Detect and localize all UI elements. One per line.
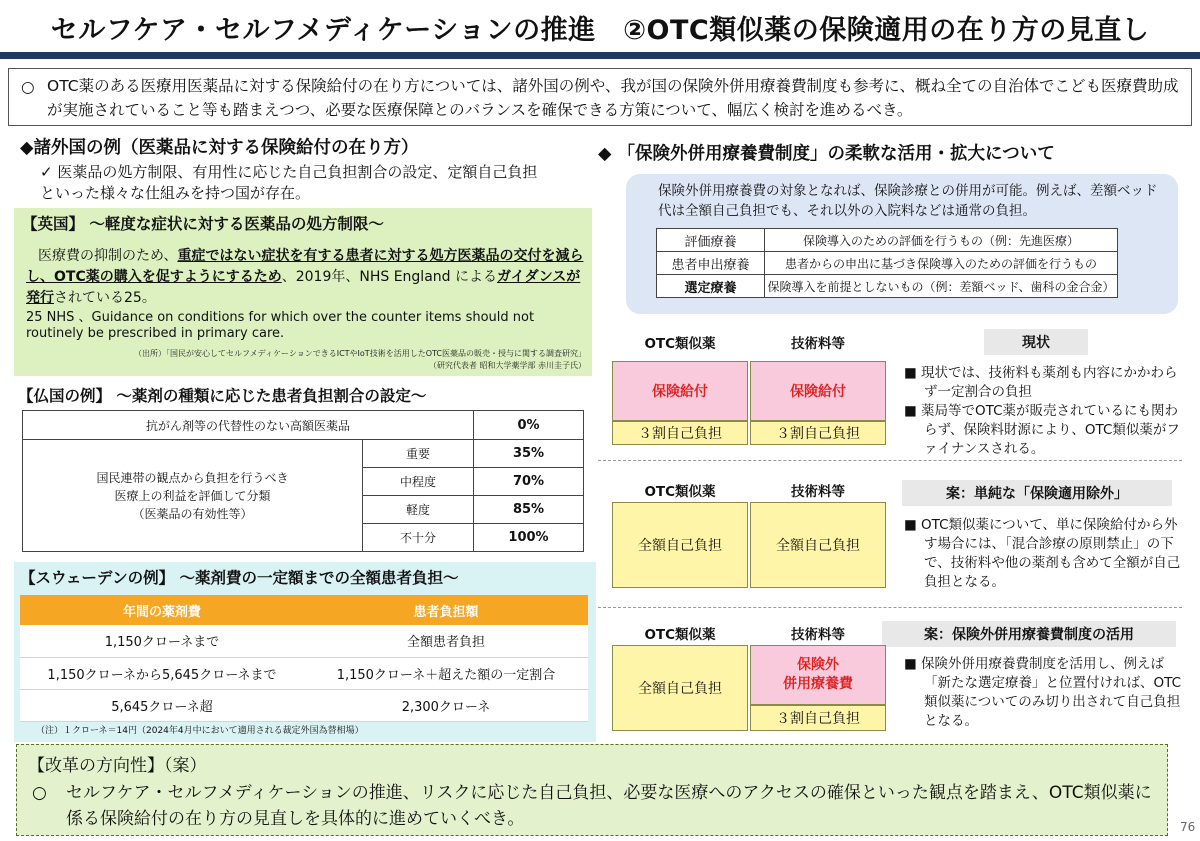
- section-divider: [598, 607, 1182, 608]
- table-cell: 5,645クローネ超: [20, 689, 304, 721]
- column-header-otc: OTC類似薬: [644, 627, 716, 643]
- case-exclusion-text: [904, 516, 1186, 592]
- uk-body-emphasis: 重症ではない症状を有する患者に対する処方医薬品の交付を減らし、OTC薬の購入を促すようにするため: [26, 248, 584, 285]
- table-cell: 0%: [474, 411, 584, 440]
- case-bullet: ■ OTC類似薬について、単に保険給付から外す場合には、「混合診療の原則禁止」の下で、技術料や他の薬剤も含めて全額が自己負担となる。: [904, 517, 1181, 590]
- title-underline: [0, 52, 1200, 59]
- table-header-cell: 年間の薬剤費: [20, 595, 304, 625]
- uk-body-part: 、2019年、NHS England による: [281, 269, 497, 285]
- tech-copay-strip: ３割自己負担: [750, 421, 886, 445]
- tech-mixed-billing-line: 保険外: [797, 657, 839, 673]
- sweden-heading: 【スウェーデンの例】 ～薬剤費の一定額までの全額患者負担～: [20, 569, 459, 587]
- table-cell: [23, 440, 363, 552]
- otc-full-pay-box: 全額自己負担: [612, 645, 748, 731]
- column-header-tech: 技術料等: [791, 336, 845, 352]
- table-cell: 選定療養: [657, 275, 765, 298]
- table-cell: 重要: [363, 440, 474, 468]
- table-row: [20, 657, 588, 689]
- table-cell: 中程度: [363, 468, 474, 496]
- table-cell: 軽度: [363, 496, 474, 524]
- column-header-otc: OTC類似薬: [644, 336, 716, 352]
- table-row: [20, 689, 588, 721]
- otc-full-pay-box: 全額自己負担: [612, 502, 748, 588]
- mixed-billing-heading: ◆ 「保険外併用療養費制度」の柔軟な活用・拡大について: [598, 144, 1055, 164]
- tech-mixed-billing-box: [750, 645, 886, 705]
- column-header-otc: OTC類似薬: [644, 484, 716, 500]
- reform-text: セルフケア・セルフメディケーションの推進、リスクに応じた自己負担、必要な医療へのアクセスの確保といった観点を踏まえ、OTC類似薬に係る保険給付の在り方の見直しを具体的に進めていくべき。: [66, 783, 1152, 829]
- table-row: [657, 252, 1118, 275]
- column-header-tech: 技術料等: [791, 484, 845, 500]
- case-bullet: ■ 現状では、技術料も薬剤も内容にかかわらず一定割合の負担: [904, 365, 1178, 400]
- uk-body-part: 医療費の抑制のため、: [38, 248, 178, 264]
- otc-copay-strip: ３割自己負担: [612, 421, 748, 445]
- uk-body: [26, 246, 586, 309]
- table-cell: 評価療養: [657, 229, 765, 252]
- case-label-current: 現状: [984, 329, 1088, 355]
- section-divider: [598, 460, 1182, 461]
- table-row: [657, 229, 1118, 252]
- case-label-mixed-billing: 案：保険外併用療養費制度の活用: [882, 621, 1176, 647]
- uk-heading: 【英国】 ～軽度な症状に対する医薬品の処方制限～: [22, 215, 384, 233]
- uk-source-line: （研究代表者 昭和大学薬学部 赤川圭子氏）: [428, 361, 586, 370]
- column-header-tech: 技術料等: [791, 627, 845, 643]
- reform-heading: 【改革の方向性】（案）: [28, 756, 207, 776]
- table-cell: 2,300クローネ: [304, 689, 588, 721]
- table-cell: 不十分: [363, 524, 474, 552]
- table-cell: 1,150クローネから5,645クローネまで: [20, 657, 304, 689]
- reform-body: [32, 780, 1152, 832]
- otc-insurance-box: 保険給付: [612, 361, 748, 421]
- sweden-note: （注）１クローネ＝14円（2024年4月中において適用される裁定外国為替相場）: [36, 726, 364, 736]
- france-group-label: 国民連帯の観点から負担を行うべき: [96, 470, 289, 485]
- case-label-exclusion: 案：単純な「保険適用除外」: [902, 480, 1172, 506]
- intro-bullet: ○: [21, 78, 35, 96]
- table-cell: 保険導入のための評価を行うもの（例：先進医療）: [765, 229, 1118, 252]
- case-bullet: ■ 薬局等でOTC薬が販売されているにも関わらず、保険料財源により、OTC類似薬がファイナンスされる。: [904, 403, 1180, 457]
- uk-source-line: （出所）「国民が安心してセルフメディケーションできるICTやIoT技術を活用したOTC医薬品の販売・授与に関する調査研究」: [134, 349, 586, 358]
- foreign-examples-heading: ◆諸外国の例（医薬品に対する保険給付の在り方）: [20, 138, 419, 158]
- intro-text: OTC薬のある医療用医薬品に対する保険給付の在り方については、諸外国の例や、我が国の保険外併用療養費制度も参考に、概ね全ての自治体でこども医療費助成が実施されていること等も踏まえつつ、必要な医療保障とのバランスを確保できる方策について、幅広く検討を進めるべき。: [47, 77, 1179, 119]
- table-cell: 保険導入を前提としないもの（例：差額ベッド、歯科の金合金）: [765, 275, 1118, 298]
- uk-source: [26, 348, 586, 372]
- reform-bullet: ○: [32, 783, 47, 803]
- mixed-billing-text: 保険外併用療養費の対象となれば、保険診療との併用が可能。例えば、差額ベッド代は全額自己負担でも、それ以外の入院料などは通常の負担。: [658, 183, 1158, 219]
- table-cell: 患者申出療養: [657, 252, 765, 275]
- uk-body-part: されている25。: [54, 290, 156, 306]
- table-cell: 35%: [474, 440, 584, 468]
- case-bullet: ■ 保険外併用療養費制度を活用し、例えば「新たな選定療養」と位置付ければ、OTC類似薬についてのみ切り出されて自己負担となる。: [904, 656, 1182, 729]
- table-cell: 1,150クローネ＋超えた額の一定割合: [304, 657, 588, 689]
- table-cell: 70%: [474, 468, 584, 496]
- table-row: [23, 440, 584, 468]
- table-cell: 全額患者負担: [304, 625, 588, 657]
- france-heading: 【仏国の例】 ～薬剤の種類に応じた患者負担割合の設定～: [18, 387, 427, 405]
- table-row: [20, 625, 588, 657]
- table-cell: 1,150クローネまで: [20, 625, 304, 657]
- table-row: [657, 275, 1118, 298]
- table-cell: 患者からの申出に基づき保険導入のための評価を行うもの: [765, 252, 1118, 275]
- france-group-label: （医薬品の有効性等）: [132, 506, 253, 521]
- case-mixed-billing-text: [904, 655, 1186, 731]
- table-header-row: [20, 595, 588, 625]
- case-current-text: [904, 364, 1186, 459]
- mixed-billing-table: [656, 228, 1118, 298]
- uk-body-emphasis: ガイダンスが発行: [26, 269, 581, 306]
- sweden-table: [20, 595, 588, 722]
- table-cell: 85%: [474, 496, 584, 524]
- france-table: [22, 410, 584, 552]
- table-cell: 100%: [474, 524, 584, 552]
- france-group-label: 医療上の利益を評価して分類: [114, 488, 271, 503]
- intro-box: [8, 68, 1192, 126]
- tech-copay-strip: ３割自己負担: [750, 705, 886, 731]
- tech-insurance-box: 保険給付: [750, 361, 886, 421]
- page-title: セルフケア・セルフメディケーションの推進 ②OTC類似薬の保険適用の在り方の見直し: [50, 15, 1150, 46]
- table-header-cell: 患者負担額: [304, 595, 588, 625]
- table-row: [23, 411, 584, 440]
- page-number: 76: [1180, 820, 1196, 834]
- foreign-examples-summary: ✓ 医薬品の処方制限、有用性に応じた自己負担割合の設定、定額自己負担といった様々な仕組みを持つ国が存在。: [40, 163, 538, 202]
- table-cell: 抗がん剤等の代替性のない高額医薬品: [23, 411, 474, 440]
- uk-footnote: 25 NHS 、Guidance on conditions for which over the counter items should not routinely be prescribed in primary care.: [26, 310, 535, 341]
- tech-mixed-billing-line: 併用療養費: [783, 676, 853, 692]
- tech-full-pay-box: 全額自己負担: [750, 502, 886, 588]
